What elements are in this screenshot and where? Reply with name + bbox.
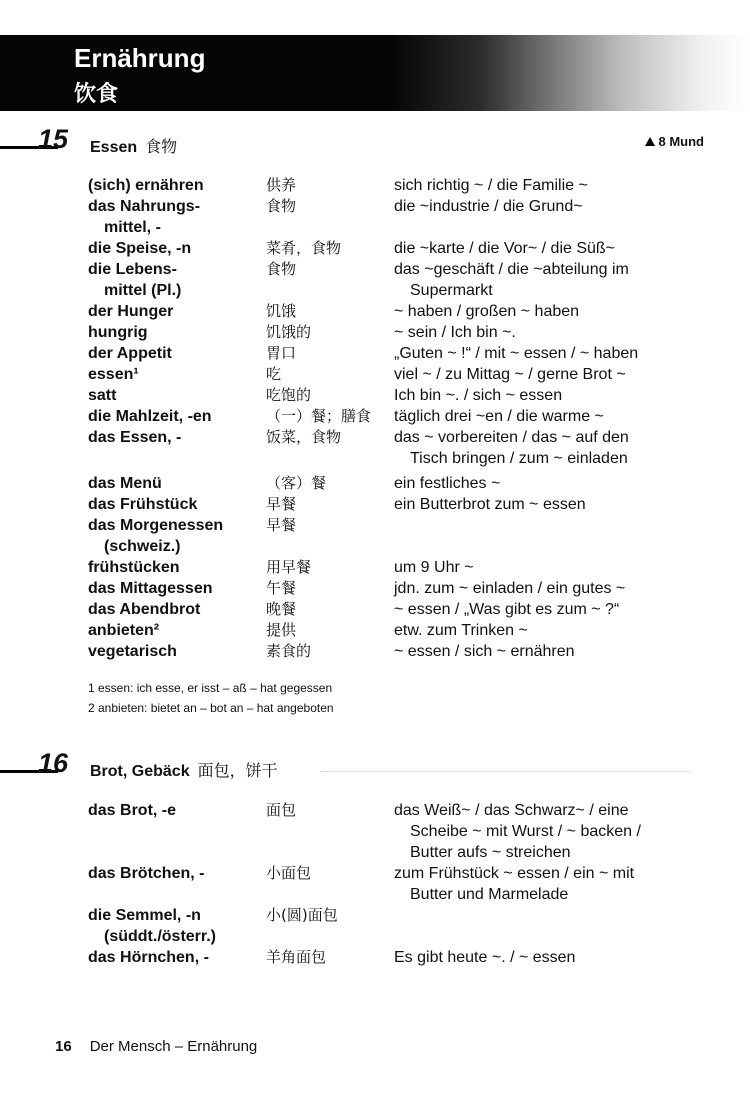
entry-german-line: das Hörnchen, - [88, 949, 209, 966]
section-15-vocabulary [0, 175, 750, 662]
entry-german [88, 473, 260, 494]
vocab-entry [0, 301, 750, 322]
section-title-zh: 面包，饼干 [197, 763, 278, 780]
entry-german [88, 947, 260, 968]
vocab-entry [0, 385, 750, 406]
vocab-entry [0, 259, 750, 301]
entry-examples [394, 578, 694, 599]
section-number: 15 [38, 124, 69, 154]
entry-german-line: das Menü [88, 475, 162, 492]
entry-examples [394, 427, 694, 469]
entry-chinese: 食物 [266, 197, 297, 215]
footer-text: Der Mensch – Ernährung [89, 1038, 258, 1055]
entry-german-line: die Speise, -n [88, 240, 192, 257]
entry-examples [394, 259, 694, 301]
entry-chinese: 饥饿的 [266, 323, 312, 341]
entry-chinese: 素食的 [266, 642, 312, 660]
entry-chinese: 胃口 [266, 344, 297, 362]
entry-examples [394, 364, 694, 385]
entry-example-line: etw. zum Trinken ~ [394, 622, 528, 639]
entry-german-line: vegetarisch [88, 643, 177, 660]
entry-german-line: die Lebens- [88, 261, 177, 278]
entry-example-line: ein Butterbrot zum ~ essen [394, 496, 586, 513]
entry-german-line: das Frühstück [88, 496, 198, 513]
entry-example-line: ein festliches ~ [394, 475, 501, 492]
vocab-entry [0, 196, 750, 238]
entry-chinese: 午餐 [266, 579, 297, 597]
entry-german-line: mittel (Pl.) [104, 282, 182, 299]
entry-examples [394, 196, 694, 217]
entry-example-line: jdn. zum ~ einladen / ein gutes ~ [394, 580, 626, 597]
entry-german-line: hungrig [88, 324, 148, 341]
vocab-entry [0, 800, 750, 863]
entry-german [88, 905, 260, 947]
vocab-entry [0, 343, 750, 364]
cross-reference [645, 134, 705, 149]
entry-examples [394, 620, 694, 641]
entry-chinese: 吃 [266, 365, 282, 383]
entry-example-line: täglich drei ~en / die warme ~ [394, 408, 604, 425]
entry-german [88, 238, 260, 259]
entry-german-line: die Semmel, -n [88, 907, 201, 924]
entry-german-line: das Essen, - [88, 429, 182, 446]
vocab-entry [0, 863, 750, 905]
entry-german-line: frühstücken [88, 559, 180, 576]
entry-chinese: 早餐 [266, 516, 297, 534]
entry-example-line: ~ haben / großen ~ haben [394, 303, 580, 320]
entry-chinese: 饥饿 [266, 302, 297, 320]
entry-german-line: das Mittagessen [88, 580, 213, 597]
entry-german-line: der Appetit [88, 345, 172, 362]
entry-example-line: die ~industrie / die Grund~ [394, 198, 583, 215]
entry-examples [394, 385, 694, 406]
page-number: 16 [55, 1038, 72, 1055]
vocab-entry [0, 364, 750, 385]
entry-chinese: （一）餐；膳食 [266, 407, 372, 425]
section-16-vocabulary [0, 800, 750, 968]
entry-examples [394, 800, 694, 863]
entry-example-line: Butter aufs ~ streichen [410, 844, 571, 861]
entry-german [88, 427, 260, 448]
entry-german [88, 578, 260, 599]
entry-chinese: 羊角面包 [266, 948, 327, 966]
section-15-heading [0, 124, 750, 164]
vocab-entry [0, 947, 750, 968]
vocab-entry [0, 557, 750, 578]
cross-reference-label: 8 Mund [658, 134, 704, 149]
entry-german [88, 175, 260, 196]
entry-german-line: das Abendbrot [88, 601, 201, 618]
vocab-entry [0, 494, 750, 515]
vocab-entry [0, 322, 750, 343]
entry-german-line: das Brötchen, - [88, 865, 205, 882]
entry-examples [394, 641, 694, 662]
section-divider [320, 771, 690, 772]
entry-german [88, 515, 260, 557]
entry-german [88, 863, 260, 884]
entry-german [88, 259, 260, 301]
entry-examples [394, 494, 694, 515]
vocab-entry [0, 578, 750, 599]
entry-examples [394, 322, 694, 343]
entry-example-line: „Guten ~ !“ / mit ~ essen / ~ haben [394, 345, 639, 362]
entry-chinese: 小面包 [266, 864, 312, 882]
entry-example-line: Es gibt heute ~. / ~ essen [394, 949, 576, 966]
entry-example-line: Butter und Marmelade [410, 886, 569, 903]
section-title-zh: 食物 [145, 139, 178, 156]
entry-examples [394, 175, 694, 196]
vocab-entry [0, 905, 750, 947]
entry-chinese: 用早餐 [266, 558, 312, 576]
entry-german [88, 800, 260, 821]
entry-chinese: 供养 [266, 176, 297, 194]
entry-examples [394, 301, 694, 322]
entry-german [88, 196, 260, 238]
entry-example-line: das ~ vorbereiten / das ~ auf den [394, 429, 629, 446]
entry-examples [394, 473, 694, 494]
entry-examples [394, 557, 694, 578]
entry-example-line: um 9 Uhr ~ [394, 559, 474, 576]
vocab-entry [0, 238, 750, 259]
page-footer [55, 1038, 257, 1055]
entry-example-line: zum Frühstück ~ essen / ein ~ mit [394, 865, 635, 882]
entry-chinese: 食物 [266, 260, 297, 278]
entry-examples [394, 238, 694, 259]
section-16-heading [0, 748, 750, 788]
entry-german-line: essen¹ [88, 366, 139, 383]
vocab-entry [0, 620, 750, 641]
entry-chinese: 早餐 [266, 495, 297, 513]
entry-examples [394, 863, 694, 905]
entry-chinese: 面包 [266, 801, 297, 819]
entry-german-line: anbieten² [88, 622, 160, 639]
entry-german-line: (sich) ernähren [88, 177, 204, 194]
entry-example-line: das Weiß~ / das Schwarz~ / eine [394, 802, 629, 819]
entry-german [88, 620, 260, 641]
entry-example-line: ~ essen / „Was gibt es zum ~ ?“ [394, 601, 620, 618]
entry-chinese: 晚餐 [266, 600, 297, 618]
entry-german-line: das Nahrungs- [88, 198, 201, 215]
entry-chinese: 饭菜，食物 [266, 428, 342, 446]
entry-chinese: 提供 [266, 621, 297, 639]
entry-example-line: ~ essen / sich ~ ernähren [394, 643, 575, 660]
entry-german-line: der Hunger [88, 303, 174, 320]
entry-examples [394, 599, 694, 620]
entry-german [88, 364, 260, 385]
section-title-de: Essen [90, 139, 138, 156]
entry-examples [394, 947, 694, 968]
chapter-banner [0, 35, 750, 111]
entry-german-line: mittel, - [104, 219, 161, 236]
entry-example-line: die ~karte / die Vor~ / die Süß~ [394, 240, 616, 257]
entry-german [88, 343, 260, 364]
entry-german [88, 494, 260, 515]
entry-chinese: 菜肴，食物 [266, 239, 342, 257]
entry-german-line: satt [88, 387, 117, 404]
vocab-entry [0, 406, 750, 427]
entry-example-line: das ~geschäft / die ~abteilung im [394, 261, 629, 278]
entry-german-line: das Brot, -e [88, 802, 177, 819]
section-number: 16 [38, 748, 69, 778]
vocab-entry [0, 427, 750, 473]
entry-example-line: sich richtig ~ / die Familie ~ [394, 177, 588, 194]
entry-german-line: das Morgenessen [88, 517, 224, 534]
entry-example-line: ~ sein / Ich bin ~. [394, 324, 516, 341]
vocab-entry [0, 641, 750, 662]
footnotes [88, 678, 334, 718]
entry-german [88, 599, 260, 620]
entry-example-line: Supermarkt [410, 282, 493, 299]
entry-example-line: Scheibe ~ mit Wurst / ~ backen / [410, 823, 641, 840]
chapter-title: Ernährung [74, 43, 206, 73]
footnote: 2 anbieten: bietet an – bot an – hat angeboten [88, 701, 334, 715]
vocab-entry [0, 473, 750, 494]
section-title [90, 758, 278, 781]
entry-german-line: die Mahlzeit, -en [88, 408, 212, 425]
chapter-subtitle: 饮食 [74, 81, 119, 106]
entry-example-line: Tisch bringen / zum ~ einladen [410, 450, 628, 467]
entry-example-line: viel ~ / zu Mittag ~ / gerne Brot ~ [394, 366, 626, 383]
entry-german [88, 557, 260, 578]
section-title [90, 134, 177, 157]
entry-chinese: 小(圆)面包 [266, 906, 338, 924]
entry-german [88, 385, 260, 406]
vocab-entry [0, 175, 750, 196]
entry-chinese: 吃饱的 [266, 386, 312, 404]
entry-german [88, 406, 260, 427]
entry-german [88, 322, 260, 343]
entry-examples [394, 406, 694, 427]
vocab-entry [0, 515, 750, 557]
entry-example-line: Ich bin ~. / sich ~ essen [394, 387, 563, 404]
entry-german [88, 301, 260, 322]
entry-german-line: (süddt./österr.) [104, 928, 217, 945]
entry-chinese: （客）餐 [266, 474, 327, 492]
triangle-icon [645, 137, 655, 146]
entry-german-line: (schweiz.) [104, 538, 181, 555]
section-title-de: Brot, Gebäck [90, 763, 190, 780]
vocab-entry [0, 599, 750, 620]
entry-german [88, 641, 260, 662]
footnote: 1 essen: ich esse, er isst – aß – hat gegessen [88, 681, 333, 695]
entry-examples [394, 343, 694, 364]
